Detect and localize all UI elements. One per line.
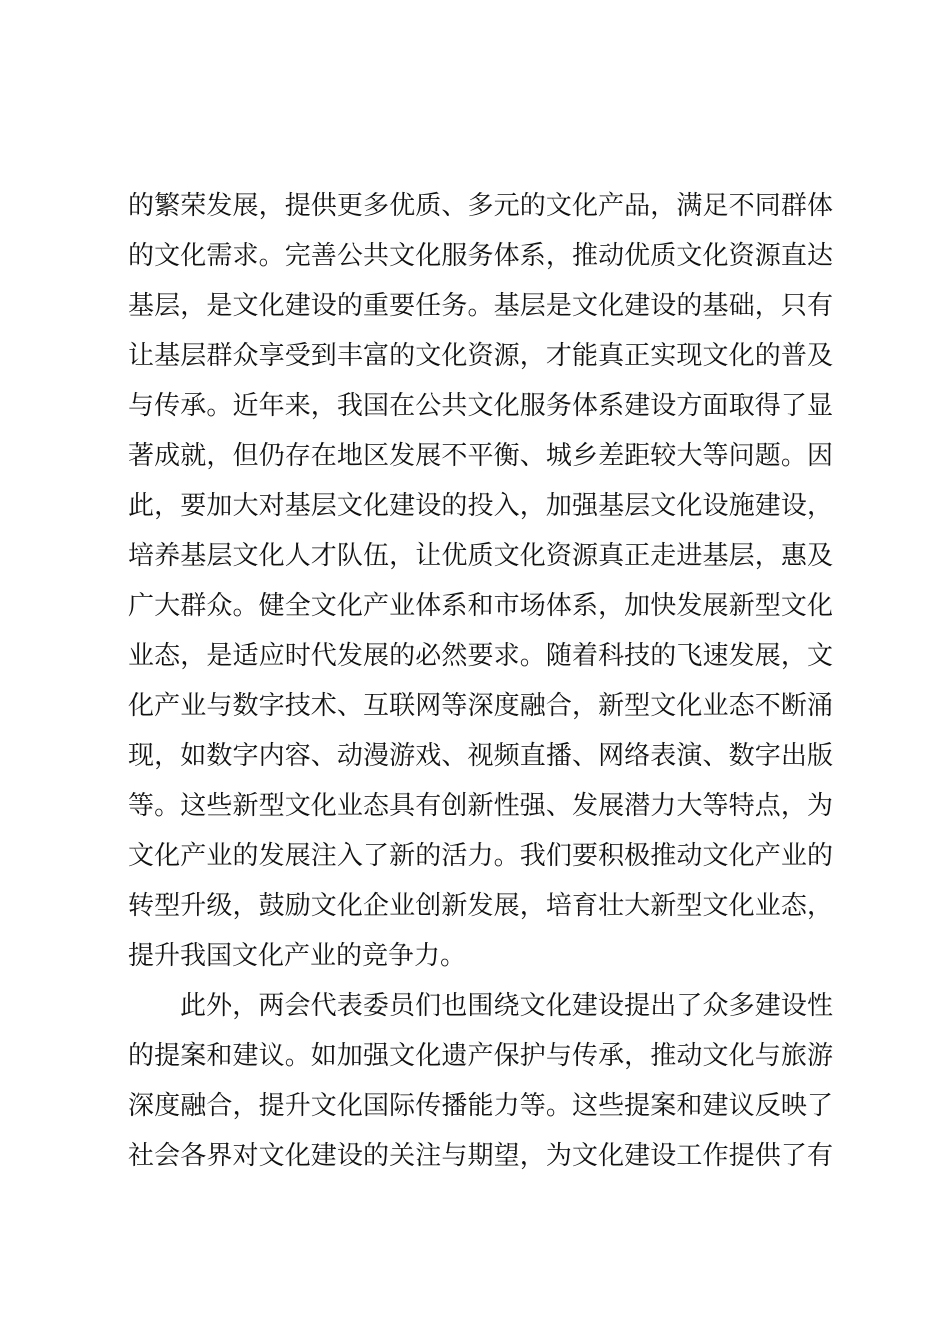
text-line: 等。这些新型文化业态具有创新性强、发展潜力大等特点，为 bbox=[128, 791, 833, 821]
paragraph-1 bbox=[128, 181, 833, 981]
text-line: 化产业与数字技术、互联网等深度融合，新型文化业态不断涌 bbox=[128, 691, 833, 721]
text-line: 让基层群众享受到丰富的文化资源，才能真正实现文化的普及 bbox=[128, 341, 833, 371]
text-line: 基层，是文化建设的重要任务。基层是文化建设的基础，只有 bbox=[128, 291, 833, 321]
text-line: 的提案和建议。如加强文化遗产保护与传承，推动文化与旅游 bbox=[128, 1041, 833, 1071]
document-body bbox=[128, 181, 833, 1181]
text-line: 广大群众。健全文化产业体系和市场体系，加快发展新型文化 bbox=[128, 591, 833, 621]
text-line: 著成就，但仍存在地区发展不平衡、城乡差距较大等问题。因 bbox=[128, 441, 833, 471]
text-line: 转型升级，鼓励文化企业创新发展，培育壮大新型文化业态， bbox=[128, 891, 833, 921]
text-line: 的繁荣发展，提供更多优质、多元的文化产品，满足不同群体 bbox=[128, 191, 833, 221]
text-line: 的文化需求。完善公共文化服务体系，推动优质文化资源直达 bbox=[128, 241, 833, 271]
text-line: 培养基层文化人才队伍，让优质文化资源真正走进基层，惠及 bbox=[128, 541, 833, 571]
text-line: 此外，两会代表委员们也围绕文化建设提出了众多建设性 bbox=[180, 991, 833, 1021]
text-line: 此，要加大对基层文化建设的投入，加强基层文化设施建设， bbox=[128, 491, 833, 521]
text-line: 深度融合，提升文化国际传播能力等。这些提案和建议反映了 bbox=[128, 1091, 833, 1121]
text-line: 现，如数字内容、动漫游戏、视频直播、网络表演、数字出版 bbox=[128, 741, 833, 771]
text-line: 文化产业的发展注入了新的活力。我们要积极推动文化产业的 bbox=[128, 841, 833, 871]
text-line: 社会各界对文化建设的关注与期望，为文化建设工作提供了有 bbox=[128, 1141, 833, 1171]
text-line: 与传承。近年来，我国在公共文化服务体系建设方面取得了显 bbox=[128, 391, 833, 421]
text-line: 业态，是适应时代发展的必然要求。随着科技的飞速发展，文 bbox=[128, 641, 833, 671]
text-line: 提升我国文化产业的竞争力。 bbox=[128, 941, 467, 971]
paragraph-2 bbox=[128, 981, 833, 1181]
